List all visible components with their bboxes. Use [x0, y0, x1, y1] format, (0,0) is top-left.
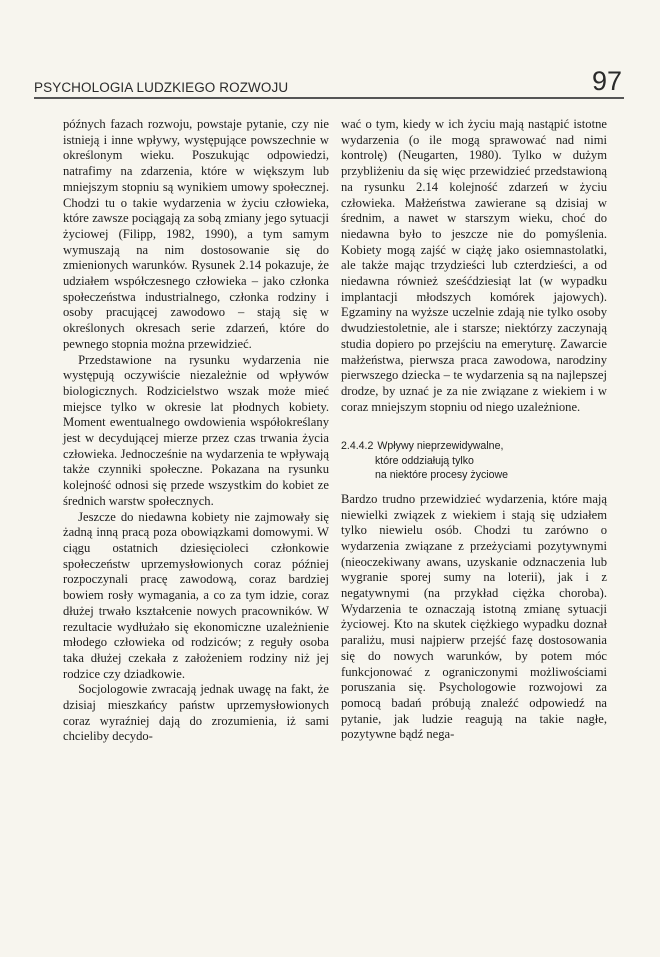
section-title-line: które oddziałują tylko	[375, 454, 474, 467]
right-column	[341, 117, 607, 743]
running-head: PSYCHOLOGIA LUDZKIEGO ROZWOJU	[34, 80, 289, 95]
section-number: 2.4.4.2	[341, 440, 374, 453]
page-header	[34, 66, 624, 100]
paragraph: Jeszcze do niedawna kobiety nie zajmowały się żadną inną pracą poza obowiązkami domowymi. W ciągu ostatnich dziesięcioleci członkowie społeczeństw uprzemysłowionych coraz później rozpoczynali pracę zawodową, coraz bardziej bowiem rosły wymagania, a co za tym idzie, coraz dłużej trwało kształcenie nowych pracowników. W rezultacie wydłużało się ekonomiczne uzależnienie młodego człowieka od rodziców; z reguły osoba taka dłużej czekała z założeniem rodziny niż jej rodzice czy dziadkowie.	[63, 509, 329, 681]
header-rule	[34, 97, 624, 99]
paragraph: wać o tym, kiedy w ich życiu mają nastąpić istotne wydarzenia (o ile mogą sprawować nad nimi kontrolę) (Neugarten, 1980). Tylko w dużym przybliżeniu da się więc przewidzieć przedstawioną na rysunku 2.14 kolejność zdarzeń w życiu człowieka. Małżeństwa zawierane są dzisiaj w średnim, a nawet w starszym wieku, choć do niedawna było to jeszcze nie do pomyślenia. Kobiety mogą zajść w ciążę jako osiemnastolatki, ale także mając trzydzieści lub czterdzieści, a od niedawna również sześćdziesiąt lat (w wypadku implantacji młodszych komórek jajowych). Egzaminy na wyższe uczelnie zdają nie tylko osoby dwudziestoletnie, ale i starsze; niektórzy zaczynają studia dopiero po przejściu na emeryturę. Zawarcie małżeństwa, pierwsza praca zawodowa, narodziny pierwszego dziecka – te wydarzenia są na najlepszej drodze, by uznać je za nie związane z wiekiem i w coraz mniejszym stopniu od niego uzależnione.	[341, 117, 607, 414]
paragraph: Socjologowie zwracają jednak uwagę na fakt, że dzisiaj mieszkańcy państw uprzemysłowionych coraz wyraźniej dają do zrozumienia, iż sami chcieliby decydo-	[63, 682, 329, 744]
page-number: 97	[591, 66, 622, 96]
section-title-line: na niektóre procesy życiowe	[375, 469, 509, 482]
paragraph: Przedstawione na rysunku wydarzenia nie występują oczywiście niezależnie od wpływów biologicznych. Rodzicielstwo wszak może mieć miejsce tylko w okresie lat płodnych kobiety. Moment ewentualnego owdowienia współokreślany jest w decydującej mierze przez czas trwania życia człowieka. Jednocześnie na wydarzenia te wpływają także czynniki społeczne. Pokazana na rysunku kolejność odnosi się przede wszystkim do kobiet ze średnich warstw społecznych.	[63, 352, 329, 508]
section-title-line: Wpływy nieprzewidywalne,	[377, 440, 504, 453]
section-heading	[341, 439, 607, 483]
left-column	[63, 117, 329, 745]
paragraph: Bardzo trudno przewidzieć wydarzenia, które mają niewielki związek z wiekiem i stają się udziałem tylko niewielu osób. Chodzi tu zarówno o wydarzenia związane z przeżyciami pozytywnymi (nieoczekiwany awans, uzyskanie odznaczenia lub wygranie sporej sumy na loterii), jak i z negatywnymi (na przykład ciężka choroba). Wydarzenia te oznaczają istotną zmianę sytuacji życiowej. Kto na skutek ciężkiego wypadku doznał paraliżu, musi najpierw przejść fazę dostosowania się do nowych warunków, by potem móc funkcjonować z ograniczonymi możliwościami poruszania się. Psychologowie rozwojowi za pomocą badań próbują znaleźć odpowiedź na pytanie, jak ludzie reagują na takie nagłe, pozytywne bądź nega-	[341, 491, 607, 742]
paragraph: późnych fazach rozwoju, powstaje pytanie, czy nie istnieją i inne wpływy, występujące powszechnie w określonym wieku. Poszukując odpowiedzi, natrafimy na zdarzenia, które w większym lub mniejszym stopniu są wynikiem umowy społecznej. Chodzi tu o takie wydarzenia w życiu człowieka, które zawsze pociągają za sobą zmiany jego sytuacji życiowej (Filipp, 1982, 1990), a tym samym wymuszają na nim dostosowanie się do zmienionych warunków. Rysunek 2.14 pokazuje, że udziałem współczesnego człowieka – jako członka społeczeństwa industrialnego, członka rodziny i osoby pracującej zawodowo – stają się w określonych okresach serie zdarzeń, które do pewnego stopnia można przewidzieć.	[63, 117, 329, 351]
